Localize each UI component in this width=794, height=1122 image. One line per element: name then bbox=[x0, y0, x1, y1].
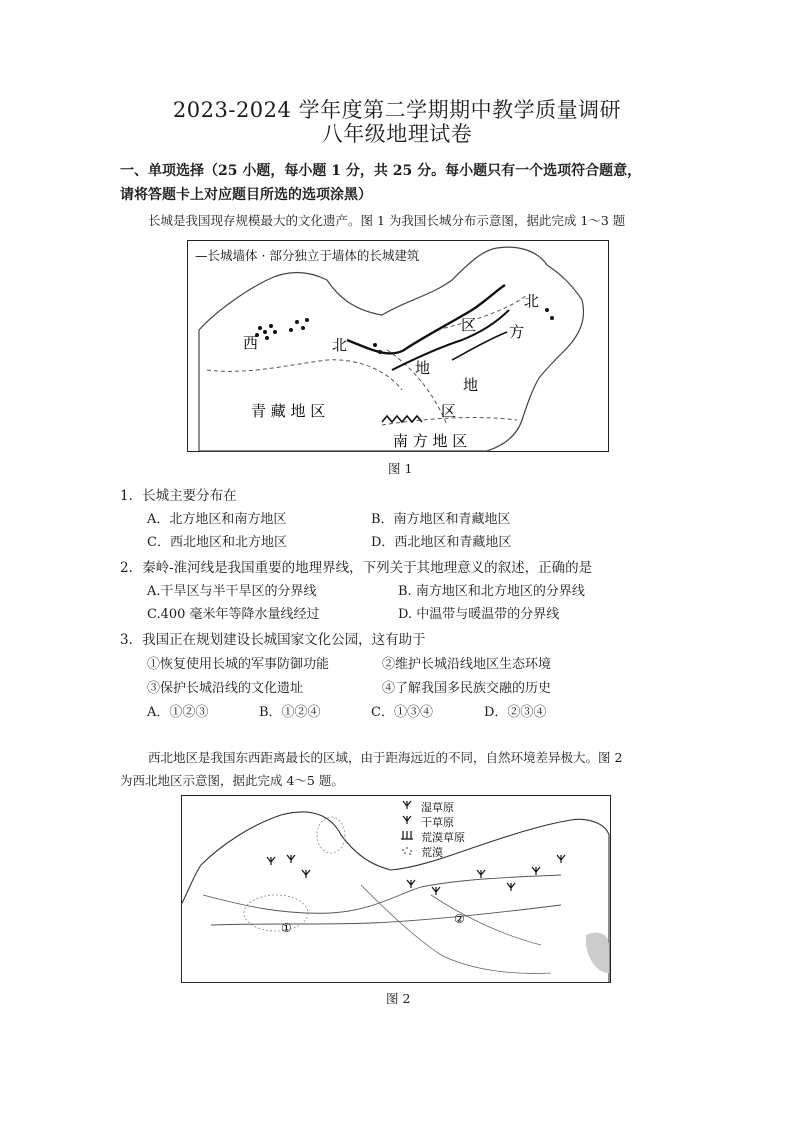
q3-option-b[interactable]: B．①②④ bbox=[259, 705, 321, 720]
figure-2-map bbox=[181, 795, 611, 983]
label-bei-n: 北 bbox=[524, 292, 540, 310]
label-nanfang: 南 方 地 区 bbox=[393, 432, 468, 450]
label-xi: 西 bbox=[243, 334, 259, 352]
q3-statement-1: ①恢复使用长城的军事防御功能 bbox=[147, 657, 330, 672]
marker-2: ② bbox=[454, 912, 465, 926]
q3-statement-4: ④了解我国多民族交融的历史 bbox=[382, 681, 552, 696]
label-qu-s: 区 bbox=[441, 402, 457, 420]
desert-grassland-icon bbox=[401, 831, 413, 839]
legend-desert-grassland: 荒漠草原 bbox=[421, 831, 465, 844]
figure-1-caption: 图 1 bbox=[388, 461, 413, 476]
intro-paragraph-2-line2: 为西北地区示意图，据此完成 4～5 题。 bbox=[120, 773, 344, 788]
intro-paragraph-2-line1: 西北地区是我国东西距离最长的区域，由于距海远近的不同，自然环境差异极大。图 2 bbox=[148, 750, 623, 765]
question-1-stem: 1．长城主要分布在 bbox=[120, 488, 237, 504]
legend-desert: 荒漠 bbox=[421, 846, 443, 859]
label-fang: 方 bbox=[509, 323, 525, 341]
exam-title-line1: 2023-2024 学年度第二学期期中教学质量调研 bbox=[172, 98, 622, 122]
label-di-2: 地 bbox=[463, 376, 479, 394]
q1-option-c[interactable]: C．西北地区和北方地区 bbox=[147, 535, 287, 550]
q3-option-a[interactable]: A．①②③ bbox=[147, 705, 209, 720]
q2-option-d[interactable]: D. 中温带与暖温带的分界线 bbox=[398, 607, 560, 622]
q1-option-d[interactable]: D．西北地区和青藏地区 bbox=[371, 535, 512, 550]
figure-1-map bbox=[187, 240, 609, 452]
q3-statement-2: ②维护长城沿线地区生态环境 bbox=[382, 657, 552, 672]
legend-wet-grassland: 湿草原 bbox=[421, 801, 454, 814]
q2-option-c[interactable]: C.400 毫米年等降水量线经过 bbox=[147, 607, 320, 622]
label-di-1: 地 bbox=[415, 359, 431, 377]
northwest-region-map bbox=[181, 795, 611, 983]
q1-option-a[interactable]: A．北方地区和南方地区 bbox=[147, 512, 287, 527]
legend-dry-grassland: 干草原 bbox=[421, 816, 454, 829]
q1-option-b[interactable]: B．南方地区和青藏地区 bbox=[371, 512, 511, 527]
section-heading-line2: 请将答题卡上对应题目所选的选项涂黑） bbox=[120, 187, 372, 203]
great-wall-map bbox=[187, 240, 609, 452]
q3-statement-3: ③保护长城沿线的文化遗址 bbox=[147, 681, 304, 696]
q3-option-d[interactable]: D．②③④ bbox=[484, 705, 547, 720]
label-qingzang: 青 藏 地 区 bbox=[251, 402, 326, 420]
map1-legend: —长城墙体 · 部分独立于墙体的长城建筑 bbox=[195, 248, 420, 263]
q2-option-b[interactable]: B. 南方地区和北方地区的分界线 bbox=[398, 584, 585, 599]
q2-option-a[interactable]: A.干旱区与半干旱区的分界线 bbox=[147, 584, 317, 599]
question-3-stem: 3．我国正在规划建设长城国家文化公园，这有助于 bbox=[120, 632, 426, 648]
q3-option-c[interactable]: C．①③④ bbox=[371, 705, 433, 720]
exam-title-line2: 八年级地理试卷 bbox=[321, 122, 473, 146]
question-2-stem: 2．秦岭-淮河线是我国重要的地理界线，下列关于其地理意义的叙述，正确的是 bbox=[120, 560, 593, 576]
marker-1: ① bbox=[281, 921, 292, 935]
section-heading-line1: 一、单项选择（25 小题，每小题 1 分，共 25 分。每小题只有一个选项符合题意， bbox=[120, 163, 642, 179]
figure-2-caption: 图 2 bbox=[386, 991, 411, 1006]
label-qu-n: 区 bbox=[461, 316, 477, 334]
intro-paragraph-1: 长城是我国现存规模最大的文化遗产。图 1 为我国长城分布示意图，据此完成 1～3 题 bbox=[148, 213, 626, 228]
label-bei-nw: 北 bbox=[332, 336, 348, 354]
